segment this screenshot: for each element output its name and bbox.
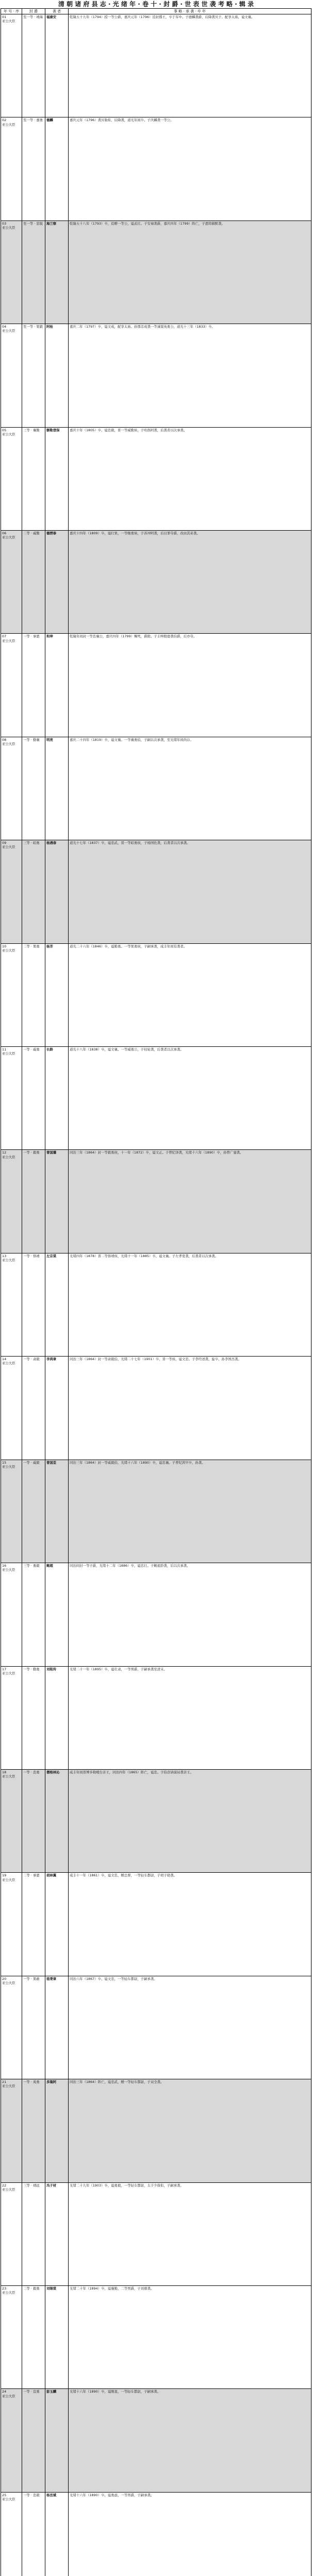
row-index-cell xyxy=(1,840,22,943)
row-holder-name: 刘锦棠 xyxy=(45,2285,69,2388)
row-index-cell xyxy=(1,1047,22,1150)
table-row xyxy=(1,2285,311,2388)
row-holder-name: 彭玉麟 xyxy=(45,2389,69,2492)
row-rank: 亚公大臣 xyxy=(2,1464,15,1469)
header-col-record: 事 略 · 承 袭 · 卒 年 xyxy=(173,9,206,13)
table-row xyxy=(1,840,311,943)
row-index-cell xyxy=(1,117,22,221)
row-holder-name: 多隆阿 xyxy=(45,2079,69,2182)
row-record-text: 光绪十六年（1890）卒，谥刚直，一等轻车都尉，子嗣承袭。 xyxy=(69,2389,311,2492)
row-record-text: 嘉庆元年（1796）袭贝勒衔，后降袭，道光年间卒。子庆麟袭一等公。 xyxy=(69,117,311,221)
row-holder-name: 刘铭传 xyxy=(45,1666,69,1769)
row-peerage: 三等 · 靖远 xyxy=(22,2182,45,2285)
header-col-holder: 袭 者 xyxy=(45,9,69,14)
row-index-cell xyxy=(1,324,22,427)
row-number: 19 xyxy=(2,1873,7,1878)
row-rank: 亚公大臣 xyxy=(2,1671,15,1675)
row-record-text: 乾隆五十九年（1794）授一等公爵，嘉庆元年（1796）追封郡王，卒于军中。子德麟袭爵，后降袭贝子。配享太庙，谥文襄。 xyxy=(69,14,311,117)
row-holder-name: 曾国荃 xyxy=(45,1460,69,1563)
row-rank: 亚公大臣 xyxy=(2,2497,15,2501)
row-peerage: 三等 · 昭勇 xyxy=(22,840,45,943)
row-holder-name: 左宗棠 xyxy=(45,1253,69,1356)
row-index-cell xyxy=(1,2079,22,2182)
row-number: 11 xyxy=(2,1047,7,1052)
row-number: 02 xyxy=(2,118,7,123)
row-holder-name: 阿桂 xyxy=(45,324,69,427)
header-col-peerage: 封 爵 xyxy=(22,9,45,14)
row-rank: 亚公大臣 xyxy=(2,329,15,333)
table-row xyxy=(1,1666,311,1769)
row-number: 05 xyxy=(2,428,7,432)
table-body xyxy=(1,14,311,2576)
row-record-text: 光绪四年（1878）晋二等恪靖侯，光绪十一年（1885）卒，谥文襄。子左孝宽袭，后袭者以次承袭。 xyxy=(69,1253,311,1356)
table-row xyxy=(1,1357,311,1460)
row-peerage: 一等 · 恪靖 xyxy=(22,1253,45,1356)
table-row xyxy=(1,1047,311,1150)
row-index-cell xyxy=(1,943,22,1046)
row-holder-name: 海兰察 xyxy=(45,221,69,324)
row-index-cell xyxy=(1,2389,22,2492)
row-peerage: 二等 · 毅勇 xyxy=(22,2285,45,2388)
row-peerage: 一等 · 果敢 xyxy=(22,1976,45,2079)
table-row xyxy=(1,2182,311,2285)
row-peerage: 三等 · 襄勤 xyxy=(22,427,45,530)
row-index-cell xyxy=(1,634,22,737)
row-holder-name: 骆秉章 xyxy=(45,1976,69,2079)
row-number: 23 xyxy=(2,2286,7,2291)
table-row xyxy=(1,1976,311,2079)
row-rank: 亚公大臣 xyxy=(2,638,15,643)
row-index-cell xyxy=(1,2492,22,2576)
row-holder-name: 德楞泰 xyxy=(45,531,69,634)
row-record-text: 同治三年（1864）封一等威毅伯，光绪十六年（1890）卒，谥忠襄。子曾纪鸿早卒，孙袭。 xyxy=(69,1460,311,1563)
row-holder-name: 曾国藩 xyxy=(45,1150,69,1253)
row-index-cell xyxy=(1,531,22,634)
document-page xyxy=(1,0,311,2576)
row-rank: 亚公大臣 xyxy=(2,742,15,747)
row-holder-name: 胡林翼 xyxy=(45,1873,69,1976)
row-index-cell xyxy=(1,221,22,324)
row-index-cell xyxy=(1,1150,22,1253)
row-rank: 亚公大臣 xyxy=(2,1052,15,1056)
table-row xyxy=(1,2079,311,2182)
row-number: 04 xyxy=(2,325,7,329)
row-record-text: 光绪二十年（1894）卒，谥襄勤，二等男爵，子刘鼎袭。 xyxy=(69,2285,311,2388)
row-number: 09 xyxy=(2,841,7,845)
row-index-cell xyxy=(1,14,22,117)
row-peerage: 二等 · 威勤 xyxy=(22,531,45,634)
succession-table xyxy=(1,14,311,2576)
row-index-cell xyxy=(1,2182,22,2285)
row-number: 03 xyxy=(2,221,7,226)
row-rank: 亚公大臣 xyxy=(2,19,15,24)
row-holder-name: 明亮 xyxy=(45,737,69,840)
row-record-text: 嘉庆十四年（1809）卒，谥壮果，一等继勇侯，子苏冲阿袭，后以罪夺爵，改由其弟袭。 xyxy=(69,531,311,634)
row-rank: 亚公大臣 xyxy=(2,1877,15,1882)
row-holder-name: 和珅 xyxy=(45,634,69,737)
row-index-cell xyxy=(1,427,22,530)
table-row xyxy=(1,1873,311,1976)
row-peerage: 三等 · 勇毅 xyxy=(22,1563,45,1666)
table-row xyxy=(1,117,311,221)
table-row xyxy=(1,1769,311,1872)
row-record-text: 嘉庆二十四年（1819）卒，谥文襄。一等襄勇伯，子嗣以次承袭，至光绪年间尚存。 xyxy=(69,737,311,840)
row-rank: 亚公大臣 xyxy=(2,535,15,540)
row-number: 06 xyxy=(2,531,7,536)
row-number: 10 xyxy=(2,944,7,948)
row-rank: 亚公大臣 xyxy=(2,2084,15,2089)
row-rank: 亚公大臣 xyxy=(2,226,15,230)
table-row xyxy=(1,221,311,324)
row-record-text: 同治三年（1864）封一等毅勇侯，十一年（1872）卒，谥文正。子曾纪泽袭，光绪十六年（1890）卒，孙曾广銮袭。 xyxy=(69,1150,311,1253)
row-number: 24 xyxy=(2,2389,7,2394)
row-index-cell xyxy=(1,1563,22,1666)
row-rank: 亚公大臣 xyxy=(2,2291,15,2295)
row-holder-name: 额勒登保 xyxy=(45,427,69,530)
row-record-text: 同治六年（1867）卒，谥文忠，一等轻车都尉，子嗣承袭。 xyxy=(69,1976,311,2079)
row-holder-name: 杨芳 xyxy=(45,943,69,1046)
row-number: 16 xyxy=(2,1564,7,1568)
row-record-text: 咸丰十一年（1861）卒，谥文忠，赠总督，一等轻车都尉，子胡子勋袭。 xyxy=(69,1873,311,1976)
row-peerage: 一等 · 威勇 xyxy=(22,1047,45,1150)
row-holder-name: 李鸿章 xyxy=(45,1357,69,1460)
row-record-text: 咸丰年间晋博多勒噶台亲王，同治四年（1865）阵亡，谥忠。子伯彦讷谟祜袭亲王。 xyxy=(69,1769,311,1872)
row-index-cell xyxy=(1,1873,22,1976)
row-index-cell xyxy=(1,2285,22,2388)
row-rank: 亚公大臣 xyxy=(2,1774,15,1779)
row-peerage: 一等 · 承恩 xyxy=(22,634,45,737)
table-row xyxy=(1,1150,311,1253)
row-number: 20 xyxy=(2,1976,7,1981)
row-record-text: 道光十七年（1837）卒，谥忠武，晋一等昭勇侯，子杨国佐袭，后袭者以次承袭。 xyxy=(69,840,311,943)
row-peerage: 一等 · 忠勇 xyxy=(22,1769,45,1872)
row-rank: 亚公大臣 xyxy=(2,1980,15,1985)
row-peerage: 至一等 · 果毅 xyxy=(22,324,45,427)
row-number: 18 xyxy=(2,1770,7,1774)
row-number: 25 xyxy=(2,2493,7,2497)
row-rank: 亚公大臣 xyxy=(2,1568,15,1572)
table-row xyxy=(1,1563,311,1666)
header-col-era: 年 号 · 序 xyxy=(1,9,22,14)
table-row xyxy=(1,427,311,530)
row-holder-name: 冯子材 xyxy=(45,2182,69,2285)
row-index-cell xyxy=(1,1460,22,1563)
row-peerage: 一等 · 毅勇 xyxy=(22,1150,45,1253)
row-peerage: 至一等 · 忠锐 xyxy=(22,221,45,324)
row-record-text: 嘉庆二年（1797）卒，谥文成，配享太庙。孙那彦成袭一等诚谋英勇公，道光十三年（1833）卒。 xyxy=(69,324,311,427)
row-record-text: 同治三年（1864）阵亡，谥忠武，赠一等轻车都尉，子双全袭。 xyxy=(69,2079,311,2182)
row-record-text: 光绪二十九年（1903）卒，谥勇毅，一等轻车都尉，太子少保衔，子嗣承袭。 xyxy=(69,2182,311,2285)
page-title: 清 朝 诸 府 县 志 · 光 绪 年 · 卷 十 · 封 爵 · 世 表 世 袭 考 略 · 辑 录 xyxy=(58,1,254,8)
row-record-text: 同治三年（1864）封一等肃毅伯，光绪二十七年（1901）卒，晋一等侯，谥文忠。子李经述袭，旋卒，孙李国杰袭。 xyxy=(69,1357,311,1460)
row-number: 13 xyxy=(2,1253,7,1258)
row-record-text: 光绪十六年（1890）卒，谥勇悫，一等男爵，子嗣承袭。 xyxy=(69,2492,311,2576)
row-record-text: 嘉庆十年（1805）卒，谥忠毅，晋一等威勤侯，子哈郎阿袭，后袭者以次承袭。 xyxy=(69,427,311,530)
row-number: 12 xyxy=(2,1150,7,1155)
row-number: 21 xyxy=(2,2080,7,2084)
row-rank: 亚公大臣 xyxy=(2,948,15,953)
table-row xyxy=(1,531,311,634)
row-record-text: 乾隆年间封一等忠襄公，嘉庆四年（1799）赐死，爵除。子丰绅殷德袭伯爵，后亦夺。 xyxy=(69,634,311,737)
row-number: 07 xyxy=(2,634,7,639)
row-rank: 亚公大臣 xyxy=(2,2394,15,2398)
row-number: 17 xyxy=(2,1667,7,1671)
table-row xyxy=(1,943,311,1046)
row-record-text: 道光十八年（1838）卒，谥文襄。一等威勇公，子桂轮袭，后袭者以次承袭。 xyxy=(69,1047,311,1150)
row-rank: 亚公大臣 xyxy=(2,845,15,850)
row-holder-name: 僧格林沁 xyxy=(45,1769,69,1872)
row-peerage: 一等 · 勤襄 xyxy=(22,737,45,840)
table-row xyxy=(1,14,311,117)
table-row xyxy=(1,2492,311,2576)
row-holder-name: 杨岳斌 xyxy=(45,2492,69,2576)
row-holder-name: 杨遇春 xyxy=(45,840,69,943)
row-index-cell xyxy=(1,737,22,840)
row-number: 22 xyxy=(2,2183,7,2188)
row-number: 01 xyxy=(2,15,7,19)
row-rank: 亚公大臣 xyxy=(2,1361,15,1366)
row-index-cell xyxy=(1,1976,22,2079)
row-index-cell xyxy=(1,1253,22,1356)
row-peerage: 一等 · 英勇 xyxy=(22,2079,45,2182)
table-row xyxy=(1,1253,311,1356)
table-row xyxy=(1,634,311,737)
row-number: 15 xyxy=(2,1460,7,1465)
row-holder-name: 福康安 xyxy=(45,14,69,117)
row-record-text: 道光二十六年（1846）卒，谥勤勇。一等果勇侯，子嗣承袭，咸丰年间有袭者。 xyxy=(69,943,311,1046)
row-peerage: 一等 · 勤勇 xyxy=(22,1666,45,1769)
table-row xyxy=(1,2389,311,2492)
row-peerage: 至一等 · 靖海 xyxy=(22,14,45,117)
row-index-cell xyxy=(1,1666,22,1769)
row-holder-name: 长龄 xyxy=(45,1047,69,1150)
row-peerage: 一等 · 威毅 xyxy=(22,1460,45,1563)
row-peerage: 二等 · 承恩 xyxy=(22,1873,45,1976)
row-peerage: 至一等 · 嘉勇 xyxy=(22,117,45,221)
row-rank: 亚公大臣 xyxy=(2,122,15,127)
row-index-cell xyxy=(1,1357,22,1460)
row-record-text: 光绪二十一年（1895）卒，谥壮肃，一等男爵，子嗣承袭至清末。 xyxy=(69,1666,311,1769)
table-header xyxy=(1,8,311,14)
row-holder-name: 德麟 xyxy=(45,117,69,221)
table-row xyxy=(1,737,311,840)
row-number: 14 xyxy=(2,1357,7,1362)
row-peerage: 二等 · 果勇 xyxy=(22,943,45,1046)
row-rank: 亚公大臣 xyxy=(2,1155,15,1159)
row-rank: 亚公大臣 xyxy=(2,432,15,436)
row-record-text: 乾隆五十八年（1793）卒，追赠一等公，谥武壮。子安禄袭爵，嘉庆四年（1799）阵亡，子恩特赫默袭。 xyxy=(69,221,311,324)
row-peerage: 一等 · 忠毅 xyxy=(22,2492,45,2576)
row-index-cell xyxy=(1,1769,22,1872)
row-number: 08 xyxy=(2,737,7,742)
row-record-text: 同治间封一等子爵，光绪十二年（1886）卒，谥忠壮。子鲍祖龄袭，后以次承袭。 xyxy=(69,1563,311,1666)
row-rank: 亚公大臣 xyxy=(2,2187,15,2192)
row-rank: 亚公大臣 xyxy=(2,1258,15,1263)
table-row xyxy=(1,324,311,427)
row-holder-name: 鲍超 xyxy=(45,1563,69,1666)
row-peerage: 一等 · 宣勇 xyxy=(22,2389,45,2492)
row-peerage: 一等 · 肃毅 xyxy=(22,1357,45,1460)
table-row xyxy=(1,1460,311,1563)
